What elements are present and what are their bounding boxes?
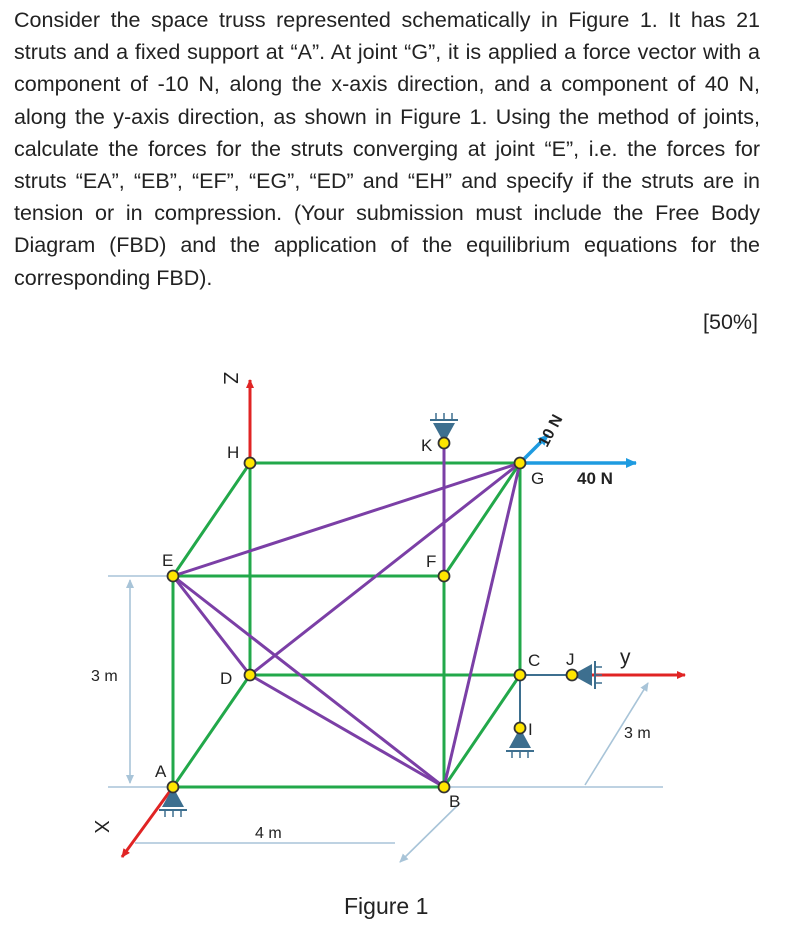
joint-D [245,670,256,681]
strut-BC [444,675,520,787]
label-B: B [449,792,461,811]
strut-EH [173,463,250,576]
joint-H [245,458,256,469]
joint-I [515,723,526,734]
z-axis-label: Z [219,372,241,385]
strut-FG [444,463,520,576]
strut-EB [173,576,444,787]
dim-label-depth: 3 m [624,725,651,742]
strut-DG [250,463,520,675]
joint-G [515,458,526,469]
green-struts [173,463,520,787]
joint-K [439,438,450,449]
joint-E [168,571,179,582]
mark-weight: [50%] [703,310,758,334]
problem-text: Consider the space truss represented schematically in Figure 1. It has 21 struts and a fixed support at “A”. At joint “G”, it is applied a force vector with a component of -10 N, along the x-axis direction, and a component of 40 N, along the y-axis direction, as shown in Figure 1. Using the method of joints, calculate the forces for the struts converging at joint “E”, i.e. the forces for struts “EA”, “EB”, “EF”, “EG”, “ED” and “EH” and specify if the struts are in tension or in compression. (Your submission must include the Free Body Diagram (FBD) and the application of the equilibrium equations for the corresponding FBD). [14,8,760,290]
dimension-lines [108,576,663,862]
strut-GB [444,463,520,787]
dim-label-width: 4 m [255,825,282,842]
x-axis [122,787,173,857]
dim-4m-diagonal [400,803,460,862]
label-G: G [531,469,545,488]
label-J: J [566,650,575,669]
joint-B [439,782,450,793]
label-H: H [227,443,240,462]
joint-C [515,670,526,681]
label-D: D [220,669,233,688]
force-y-label: 40 N [577,469,613,488]
label-I: I [528,720,533,739]
y-axis-label: y [620,646,631,669]
label-K: K [421,436,433,455]
strut-DB [250,675,444,787]
dim-label-height: 3 m [91,668,118,685]
label-A: A [155,762,167,781]
strut-AD [173,675,250,787]
label-C: C [528,651,541,670]
x-axis-label: X [90,820,112,834]
force-x-label: 10 N [535,412,567,450]
label-F: F [426,552,437,571]
strut-EG [173,463,520,576]
joint-J [567,670,578,681]
purple-struts [173,443,520,787]
label-E: E [162,551,174,570]
figure-caption: Figure 1 [344,893,429,919]
joint-A [168,782,179,793]
joint-F [439,571,450,582]
